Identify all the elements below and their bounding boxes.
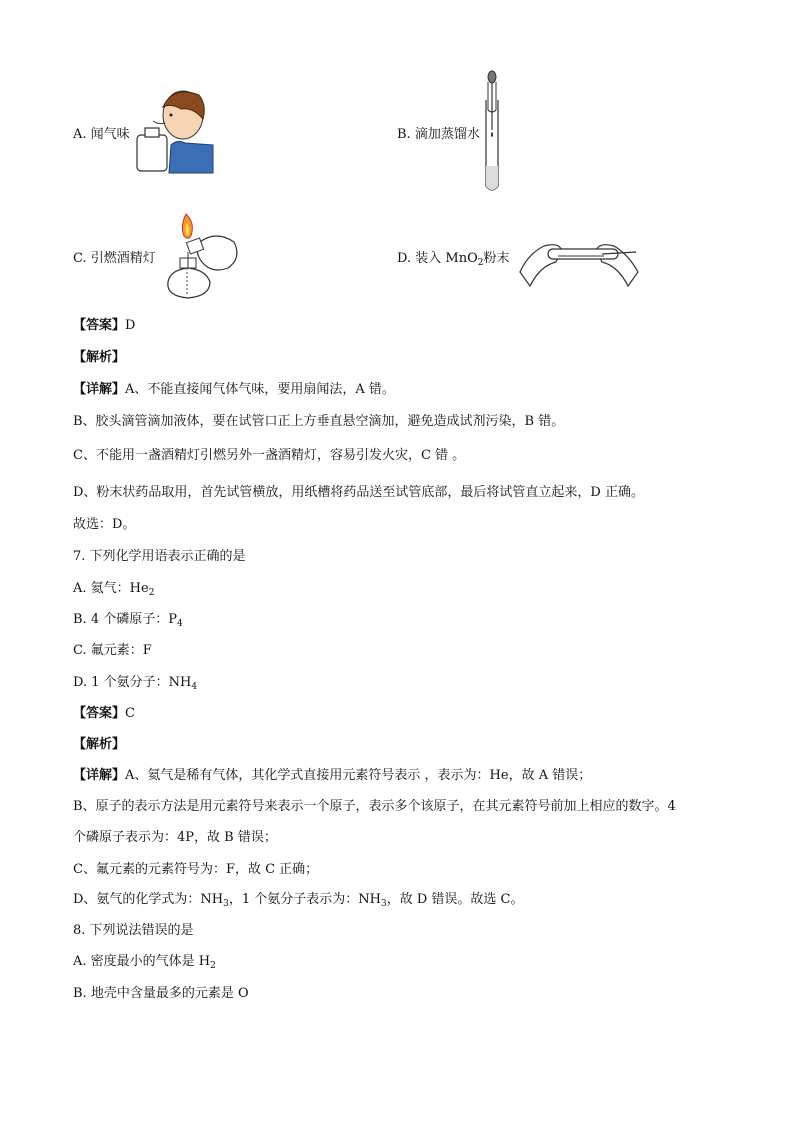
q7-detail-line (73, 767, 591, 785)
option-formula: MnO (445, 251, 478, 266)
formula-subscript: 3 (223, 899, 229, 909)
dropper-test-tube-figure (480, 70, 504, 195)
option-text: 引燃酒精灯 (90, 251, 156, 266)
answer-value: C (125, 706, 135, 721)
option-text: 地壳中含量最多的元素是 O (90, 986, 249, 1001)
q7-detail-line (73, 891, 524, 909)
formula-subscript: 3 (381, 899, 387, 909)
option-text: 滴加蒸馏水 (414, 127, 480, 142)
option-text: 装入 (415, 251, 442, 266)
formula-subscript: 2 (210, 961, 216, 971)
option-text: 闻气味 (90, 127, 130, 142)
q7-option-d (73, 674, 197, 692)
option-text: 密度最小的气体是 H (90, 954, 211, 969)
q7-option-a (73, 580, 154, 598)
q8-option-a (73, 953, 216, 971)
option-letter: D. (397, 251, 412, 266)
option-letter: B. (73, 612, 87, 627)
detail-label: 【详解】 (73, 382, 126, 397)
answer-value: D (125, 318, 136, 333)
q6-detail-line: 故选：D。 (73, 517, 136, 532)
q7-detail-line: 个磷原子表示为：4P，故 B 错误； (73, 830, 277, 845)
q7-option-b (73, 611, 183, 629)
option-letter: B. (397, 127, 411, 142)
option-text: 1 个氨分子：NH (91, 675, 192, 690)
q6-detail-line: C、不能用一盏酒精灯引燃另外一盏酒精灯，容易引发火灾，C 错 。 (73, 448, 466, 463)
option-text-tail: 粉末 (483, 251, 510, 266)
q6-answer (73, 317, 135, 335)
option-b (397, 126, 480, 144)
option-text: 氟元素：F (90, 643, 152, 658)
powder-loading-figure (518, 232, 640, 294)
q6-detail-line: B、胶头滴管滴加液体，要在试管口正上方垂直悬空滴加，避免造成试剂污染，B 错。 (73, 414, 565, 429)
formula-subscript: 4 (191, 682, 198, 692)
formula-subscript: 2 (148, 588, 155, 598)
formula-subscript: 2 (477, 258, 484, 268)
detail-text: A、氦气是稀有气体，其化学式直接用元素符号表示 ，表示为：He，故 A 错误； (125, 768, 592, 783)
q6-analysis-label: 【解析】 (73, 350, 126, 365)
detail-text: ，故 D 错误。故选 C。 (386, 892, 524, 907)
q8-question: 8. 下列说法错误的是 (73, 923, 194, 938)
detail-text: ，1 个氨分子表示为：NH (228, 892, 381, 907)
answer-label: 【答案】 (73, 318, 126, 333)
option-letter: C. (73, 643, 87, 658)
q6-detail-line (73, 381, 395, 399)
q7-question: 7. 下列化学用语表示正确的是 (73, 549, 246, 564)
q7-analysis-label: 【解析】 (73, 737, 126, 752)
option-letter: B. (73, 986, 87, 1001)
q6-detail-line: D、粉末状药品取用，首先试管横放，用纸槽将药品送至试管底部，最后将试管直立起来，D 正确。 (73, 485, 644, 500)
q7-detail-line: C、氟元素的元素符号为：F，故 C 正确； (73, 862, 319, 877)
detail-label: 【详解】 (73, 768, 126, 783)
option-a (73, 126, 130, 144)
q7-option-c (73, 642, 152, 660)
option-text: 氦气：He (90, 581, 149, 596)
option-c (73, 250, 156, 268)
option-letter: A. (73, 954, 87, 969)
option-letter: A. (73, 581, 87, 596)
option-letter: C. (73, 251, 87, 266)
answer-label: 【答案】 (73, 706, 126, 721)
q8-option-b (73, 985, 249, 1003)
option-d (397, 250, 509, 268)
alcohol-lamp-figure (160, 212, 244, 302)
formula-subscript: 4 (176, 619, 183, 629)
detail-text: A、不能直接闻气体气味，要用扇闻法，A 错。 (125, 382, 395, 397)
option-letter: A. (73, 127, 87, 142)
q7-detail-line: B、原子的表示方法是用元素符号来表示一个原子，表示多个该原子，在其元素符号前加上相应的数字。4 (73, 799, 676, 814)
q7-answer (73, 705, 135, 723)
option-text: 4 个磷原子：P (90, 612, 177, 627)
option-letter: D. (73, 675, 88, 690)
detail-text: D、氨气的化学式为：NH (73, 892, 224, 907)
smelling-figure (133, 85, 215, 175)
